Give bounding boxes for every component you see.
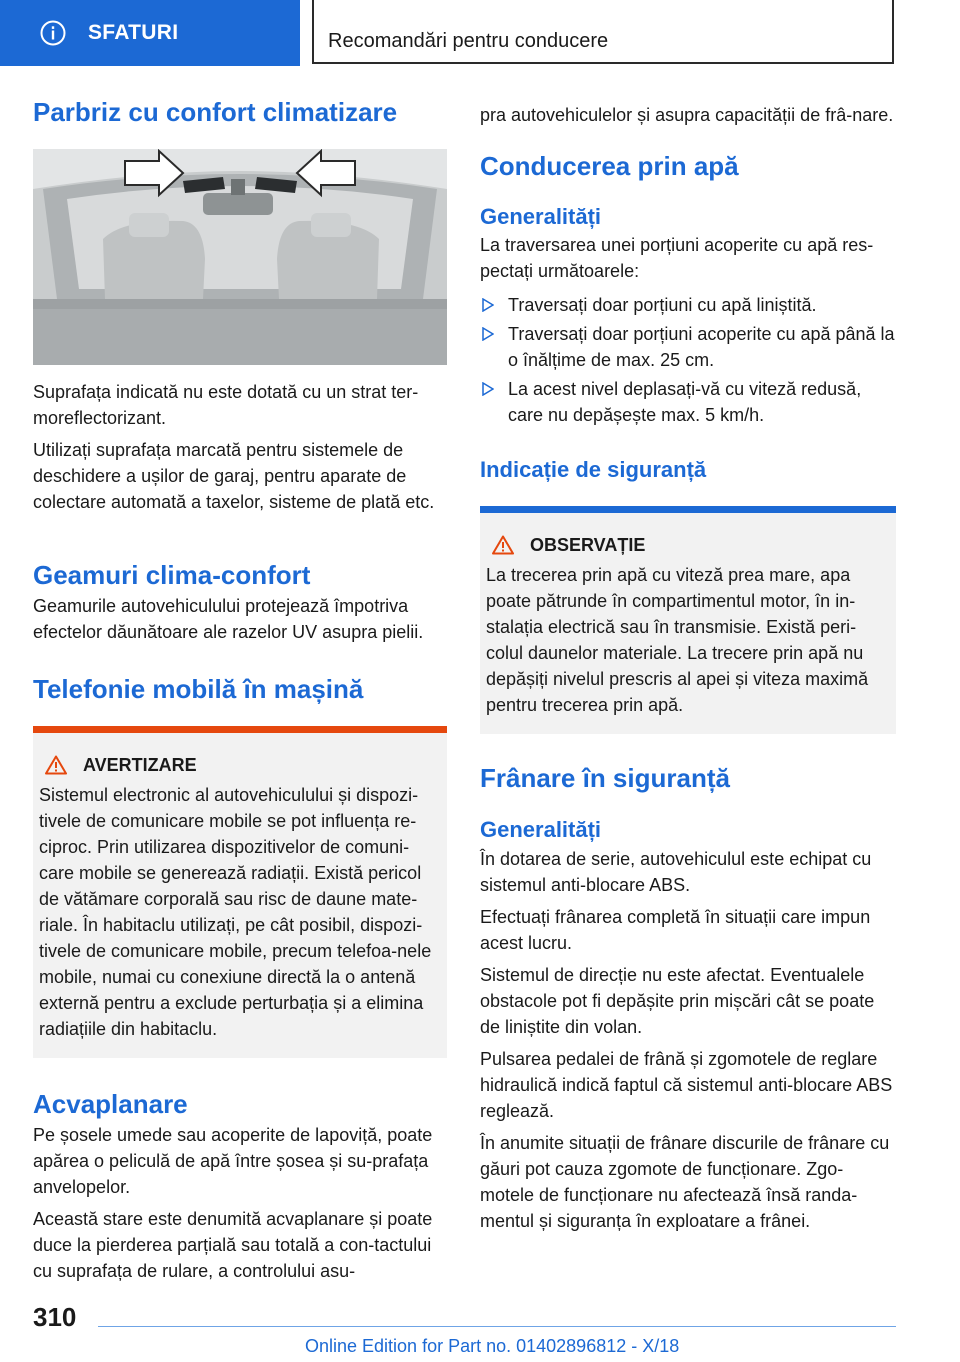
subheading-generalitati: Generalități — [480, 817, 602, 842]
chapter-title: Recomandări pentru conducere — [328, 30, 609, 52]
paragraph: Geamurile autovehiculului protejează împotriva efectelor dăunătoare ale razelor UV asupra pielii. — [33, 596, 424, 642]
page-number: 310 — [33, 1302, 77, 1332]
note-text: La trecerea prin apă cu viteză prea mare, apa poate pătrunde în compartimentul motor, în in‐stalația electrică sau în transmisie. Există peri‐colul daunelor materiale. La trecere prin apă nu depășiți nivelul prescris al apei și viteza maximă pentru trecerea prin apă. — [486, 564, 869, 715]
list-item: La acest nivel deplasați-vă cu viteză redusă, care nu depășește max. 5 km/h. — [480, 376, 896, 428]
right-column — [480, 96, 896, 1234]
paragraph: Sistemul de direcție nu este afectat. Eventualele obstacole pot fi depășite prin mișcări cât se poate de liniștite din volan. — [480, 964, 875, 1037]
paragraph: Această stare este denumită acvaplanare și poate duce la pierderea parțială sau totală a con‐tactului cu suprafața de rulare, a controlului asu‐ — [33, 1209, 433, 1281]
edition-info: Online Edition for Part no. 01402896812 - X/18 — [305, 1336, 680, 1356]
paragraph: În dotarea de serie, autovehiculul este echipat cu sistemul anti-blocare ABS. — [480, 848, 872, 895]
paragraph: Efectuați frânarea completă în situații care impun acest lucru. — [480, 906, 871, 953]
paragraph: pra autovehiculelor și asupra capacității de frâ‐nare. — [480, 105, 894, 125]
paragraph: Utilizați suprafața marcată pentru sistemele de deschidere a ușilor de garaj, pentru aparate de colectare automată a taxelor, sisteme de plată etc. — [33, 439, 435, 512]
info-circle-icon — [40, 20, 66, 46]
warning-box — [33, 726, 447, 1058]
bullet-list — [480, 292, 896, 428]
section-label: SFATURI — [88, 21, 179, 44]
subheading-indicatie: Indicație de siguranță — [480, 457, 707, 482]
warning-title: AVERTIZARE — [83, 754, 197, 775]
subheading-generalitati: Generalități — [480, 203, 602, 229]
heading-franare: Frânare în siguranță — [480, 762, 730, 793]
paragraph: Pulsarea pedalei de frână și zgomotele de reglare hidraulică indică faptul că sistemul anti-blocare ABS reglează. — [480, 1048, 893, 1121]
header-title-box — [312, 0, 894, 64]
heading-acvaplanare: Acvaplanare — [33, 1088, 188, 1119]
paragraph: Suprafața indicată nu este dotată cu un strat ter‐moreflectorizant. — [33, 381, 419, 428]
windshield-interior-photo — [33, 149, 447, 365]
warning-triangle-icon — [45, 755, 67, 775]
left-column — [33, 96, 447, 1284]
triangle-bullet-icon — [482, 298, 494, 312]
warning-triangle-icon — [492, 535, 514, 555]
heading-telefonie: Telefonie mobilă în mașină — [33, 674, 364, 704]
paragraph: La traversarea unei porțiuni acoperite cu apă res‐pectați următoarele: — [480, 235, 874, 281]
paragraph: În anumite situații de frânare discurile de frânare cu găuri pot cauza zgomote de funcționare. Zgo‐motele de funcționare nu afectează însă randa‐mentul și siguranța în exploatare a frânei. — [480, 1132, 890, 1231]
warning-text: Sistemul electronic al autovehiculului și dispozi‐tivele de comunicare mobile se pot influența re‐ciproc. Prin utilizarea dispozitivelor de comuni‐care mobile se generează radiații. Există pericol de vătămare corporală sau risc de daune mate‐riale. În habitaclu utilizați, pe cât posibil, dispozi‐tivele de comunicare mobile, precum telefoa‐nele mobile, numai cu conexiune directă la o antenă externă pentru a exclude perturbația și a elimina radiațiile din habitaclu. — [39, 784, 432, 1039]
header-tab — [0, 0, 300, 66]
list-item: Traversați doar porțiuni acoperite cu apă până la o înălțime de max. 25 cm. — [480, 321, 896, 373]
note-box — [480, 506, 896, 734]
triangle-bullet-icon — [482, 382, 494, 396]
note-header — [492, 535, 890, 556]
footer-divider — [98, 1326, 896, 1327]
note-title: OBSERVAȚIE — [530, 534, 646, 555]
heading-parbriz: Parbriz cu confort climatizare — [33, 97, 398, 127]
list-item: Traversați doar porțiuni cu apă liniștită. — [480, 292, 896, 318]
heading-conducerea: Conducerea prin apă — [480, 151, 739, 181]
paragraph: Pe șosele umede sau acoperite de lapoviță, poate apărea o peliculă de apă între șosea și su‐prafața anvelopelor. — [33, 1125, 433, 1197]
warning-header — [45, 755, 441, 776]
heading-geamuri: Geamuri clima-confort — [33, 559, 311, 590]
triangle-bullet-icon — [482, 327, 494, 341]
